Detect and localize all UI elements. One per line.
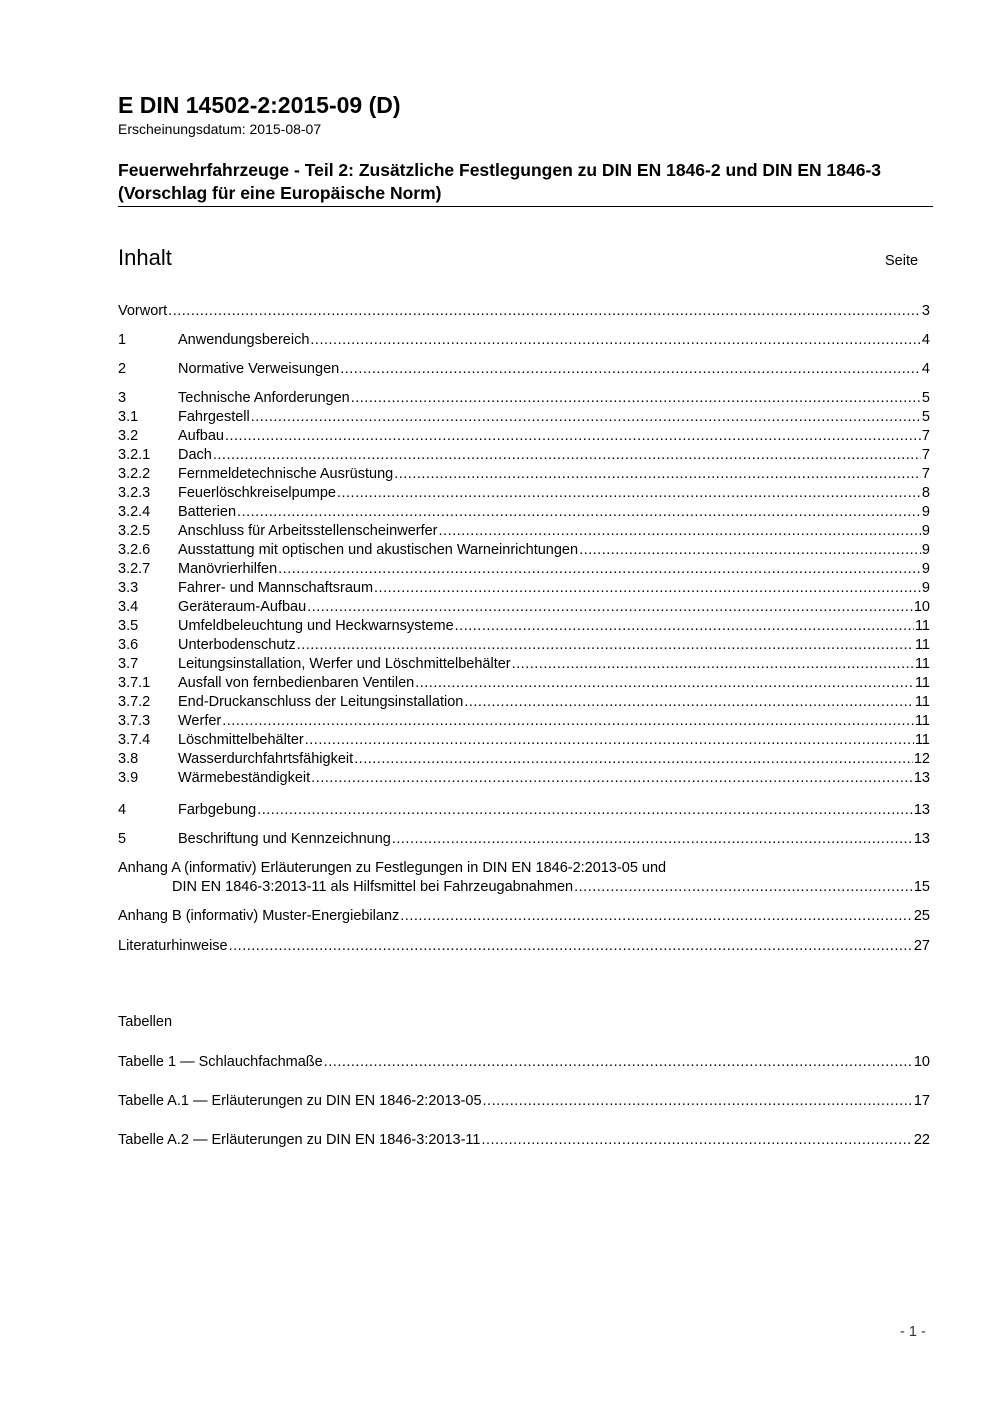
- leader-dots: [225, 427, 921, 446]
- table-entry-title: Tabelle 1 — Schlauchfachmaße: [118, 1054, 323, 1070]
- toc-entry-number: 3: [118, 390, 127, 406]
- table-entry-1[interactable]: [118, 1053, 930, 1072]
- toc-entry-title: Vorwort: [118, 303, 168, 319]
- toc-entry-title: Anhang B (informativ) Muster-Energiebilanz: [118, 908, 400, 924]
- toc-entry-3-7-3[interactable]: [118, 712, 930, 731]
- toc-entry-number: 3.2.4: [118, 504, 151, 520]
- toc-entry-page: 8: [921, 485, 930, 501]
- leader-dots: [213, 446, 921, 465]
- toc-entry-title: Werfer: [178, 713, 222, 729]
- toc-entry-page: 25: [913, 908, 930, 924]
- toc-entry-page: 7: [921, 428, 930, 444]
- toc-entry-title: Fahrgestell: [178, 409, 250, 425]
- toc-entry-number: 5: [118, 831, 127, 847]
- toc-entry-3-7-1[interactable]: [118, 674, 930, 693]
- toc-entry-number: 3.2.1: [118, 447, 151, 463]
- toc-entry-title: Unterbodenschutz: [178, 637, 296, 653]
- toc-heading: Inhalt: [118, 245, 172, 270]
- toc-entry-page: 5: [921, 409, 930, 425]
- toc-entry-number: 3.2.2: [118, 466, 151, 482]
- leader-dots: [481, 1131, 912, 1150]
- table-entry-page: 10: [913, 1054, 930, 1070]
- toc-entry-title: DIN EN 1846-3:2013-11 als Hilfsmittel bei Fahrzeugabnahmen: [172, 879, 574, 895]
- toc-entry-page: 9: [921, 580, 930, 596]
- leader-dots: [237, 503, 921, 522]
- toc-entry-title: Normative Verweisungen: [178, 361, 340, 377]
- toc-entry-page: 4: [921, 332, 930, 348]
- toc-entry-title: Feuerlöschkreiselpumpe: [178, 485, 336, 501]
- leader-dots: [324, 1053, 913, 1072]
- toc-entry-number: 3.2: [118, 428, 139, 444]
- leader-dots: [278, 560, 921, 579]
- toc-entry-3-2-3[interactable]: [118, 484, 930, 503]
- leader-dots: [512, 655, 914, 674]
- toc-entry-3-7-4[interactable]: [118, 731, 930, 750]
- leader-dots: [483, 1092, 913, 1111]
- toc-entry-3-7-2[interactable]: [118, 693, 930, 712]
- table-entry-page: 22: [913, 1132, 930, 1148]
- toc-entry-title: Dach: [178, 447, 212, 463]
- toc-entry-title: Umfeldbeleuchtung und Heckwarnsysteme: [178, 618, 454, 634]
- toc-entry-3-3[interactable]: [118, 579, 930, 598]
- leader-dots: [340, 360, 921, 379]
- toc-entry-3-8[interactable]: [118, 750, 930, 769]
- publication-date: Erscheinungsdatum: 2015-08-07: [118, 121, 322, 137]
- toc-entry-page: 13: [913, 802, 930, 818]
- tables-heading: Tabellen: [118, 1014, 173, 1030]
- leader-dots: [310, 331, 921, 350]
- toc-entry-title: End-Druckanschluss der Leitungsinstallation: [178, 694, 464, 710]
- leader-dots: [464, 693, 914, 712]
- toc-entry-number: 3.7.1: [118, 675, 151, 691]
- toc-entry-page: 4: [921, 361, 930, 377]
- leader-dots: [251, 408, 921, 427]
- page-number: - 1 -: [900, 1324, 926, 1340]
- toc-entry-page: 11: [914, 694, 930, 710]
- leader-dots: [455, 617, 914, 636]
- toc-entry-3-2[interactable]: [118, 427, 930, 446]
- toc-entry-number: 3.7.4: [118, 732, 151, 748]
- toc-entry-page: 5: [921, 390, 930, 406]
- toc-entry-page: 7: [921, 466, 930, 482]
- toc-entry-3-2-7[interactable]: [118, 560, 930, 579]
- toc-entry-title: Wasserdurchfahrtsfähigkeit: [178, 751, 354, 767]
- leader-dots: [374, 579, 921, 598]
- leader-dots: [392, 830, 913, 849]
- leader-dots: [337, 484, 921, 503]
- toc-entry-3-1[interactable]: [118, 408, 930, 427]
- toc-entry-title: Ausstattung mit optischen und akustischen Warneinrichtungen: [178, 542, 579, 558]
- toc-entry-number: 1: [118, 332, 127, 348]
- toc-entry-page: 9: [921, 542, 930, 558]
- toc-entry-page: 3: [921, 303, 930, 319]
- table-entry-a2[interactable]: [118, 1131, 930, 1150]
- table-entry-a1[interactable]: [118, 1092, 930, 1111]
- toc-entry-3-2-6[interactable]: [118, 541, 930, 560]
- toc-entry-title: Aufbau: [178, 428, 224, 444]
- toc-entry-title: Leitungsinstallation, Werfer und Löschmittelbehälter: [178, 656, 511, 672]
- toc-entry-number: 3.7: [118, 656, 139, 672]
- leader-dots: [297, 636, 914, 655]
- toc-annex-b[interactable]: [118, 907, 930, 926]
- toc-entry-title: Löschmittelbehälter: [178, 732, 304, 748]
- toc-entry-3-7[interactable]: [118, 655, 930, 674]
- toc-entry-page: 13: [913, 831, 930, 847]
- leader-dots: [354, 750, 913, 769]
- leader-dots: [439, 522, 921, 541]
- leader-dots: [311, 769, 913, 788]
- toc-entry-title: Beschriftung und Kennzeichnung: [178, 831, 391, 847]
- title-divider: [118, 206, 933, 207]
- toc-entry-page: 9: [921, 504, 930, 520]
- toc-entry-page: 12: [913, 751, 930, 767]
- toc-entry-page: 9: [921, 523, 930, 539]
- toc-entry-number: 4: [118, 802, 127, 818]
- toc-entry-title: Anwendungsbereich: [178, 332, 310, 348]
- toc-entry-4[interactable]: [118, 801, 930, 820]
- toc-entry-3-2-4[interactable]: [118, 503, 930, 522]
- toc-entry-title: Ausfall von fernbedienbaren Ventilen: [178, 675, 415, 691]
- toc-entry-title: Farbgebung: [178, 802, 257, 818]
- toc-entry-number: 3.3: [118, 580, 139, 596]
- toc-entry-page: 11: [914, 637, 930, 653]
- page-column-label: Seite: [885, 253, 919, 269]
- toc-entry-vorwort[interactable]: [118, 302, 930, 321]
- toc-entry-3-2-5[interactable]: [118, 522, 930, 541]
- toc-entry-2[interactable]: [118, 360, 930, 379]
- toc-annex-a[interactable]: [118, 878, 930, 897]
- toc-entry-3-5[interactable]: [118, 617, 930, 636]
- leader-dots: [168, 302, 921, 321]
- toc-entry-page: 13: [913, 770, 930, 786]
- toc-bibliography[interactable]: [118, 937, 930, 956]
- leader-dots: [415, 674, 914, 693]
- toc-entry-3[interactable]: [118, 389, 930, 408]
- toc-entry-number: 3.6: [118, 637, 139, 653]
- toc-entry-3-9[interactable]: [118, 769, 930, 788]
- leader-dots: [257, 801, 913, 820]
- document-subtitle: Feuerwehrfahrzeuge - Teil 2: Zusätzliche Festlegungen zu DIN EN 1846-2 und DIN EN 1846-3 (Vorschlag für eine Europäische Norm): [118, 160, 882, 203]
- leader-dots: [394, 465, 921, 484]
- toc-entry-number: 3.2.3: [118, 485, 151, 501]
- toc-entry-3-4[interactable]: [118, 598, 930, 617]
- toc-entry-number: 3.5: [118, 618, 139, 634]
- toc-entry-number: 2: [118, 361, 127, 377]
- toc-entry-page: 7: [921, 447, 930, 463]
- toc-entry-page: 11: [914, 618, 930, 634]
- toc-entry-page: 27: [913, 938, 930, 954]
- leader-dots: [574, 878, 913, 897]
- toc-entry-3-2-2[interactable]: [118, 465, 930, 484]
- toc-entry-page: 11: [914, 656, 930, 672]
- leader-dots: [400, 907, 913, 926]
- toc-entry-number: 3.8: [118, 751, 139, 767]
- toc-entry-1[interactable]: [118, 331, 930, 350]
- toc-entry-page: 11: [914, 732, 930, 748]
- toc-entry-number: 3.9: [118, 770, 139, 786]
- toc-entry-page: 10: [913, 599, 930, 615]
- toc-entry-title: Batterien: [178, 504, 237, 520]
- table-entry-title: Tabelle A.2 — Erläuterungen zu DIN EN 1846-3:2013-11: [118, 1132, 481, 1148]
- leader-dots: [229, 937, 913, 956]
- toc-entry-title: Manövrierhilfen: [178, 561, 278, 577]
- toc-entry-number: 3.4: [118, 599, 139, 615]
- toc-entry-number: 3.2.7: [118, 561, 151, 577]
- toc-entry-number: 3.2.6: [118, 542, 151, 558]
- toc-entry-title: Fernmeldetechnische Ausrüstung: [178, 466, 394, 482]
- toc-entry-page: 15: [913, 879, 930, 895]
- toc-entry-page: 9: [921, 561, 930, 577]
- toc-entry-title: Anschluss für Arbeitsstellenscheinwerfer: [178, 523, 438, 539]
- leader-dots: [307, 598, 913, 617]
- toc-entry-3-2-1[interactable]: [118, 446, 930, 465]
- toc-entry-page: 11: [914, 713, 930, 729]
- toc-entry-3-6[interactable]: [118, 636, 930, 655]
- toc-entry-title: Wärmebeständigkeit: [178, 770, 311, 786]
- toc-entry-page: 11: [914, 675, 930, 691]
- table-entry-page: 17: [913, 1093, 930, 1109]
- toc-entry-number: 3.1: [118, 409, 139, 425]
- toc-entry-5[interactable]: [118, 830, 930, 849]
- toc-entry-title: Geräteraum-Aufbau: [178, 599, 307, 615]
- leader-dots: [305, 731, 914, 750]
- toc-entry-number: 3.7.2: [118, 694, 151, 710]
- leader-dots: [351, 389, 921, 408]
- toc-entry-title: Technische Anforderungen: [178, 390, 350, 406]
- toc-entry-number: 3.7.3: [118, 713, 151, 729]
- table-entry-title: Tabelle A.1 — Erläuterungen zu DIN EN 1846-2:2013-05: [118, 1093, 482, 1109]
- toc-entry-number: 3.2.5: [118, 523, 151, 539]
- document-title: E DIN 14502-2:2015-09 (D): [118, 92, 401, 118]
- leader-dots: [579, 541, 921, 560]
- leader-dots: [222, 712, 914, 731]
- toc-entry-title: Literaturhinweise: [118, 938, 228, 954]
- toc-entry-title: Fahrer- und Mannschaftsraum: [178, 580, 374, 596]
- toc-annex-a-heading[interactable]: Anhang A (informativ) Erläuterungen zu Festlegungen in DIN EN 1846-2:2013-05 und: [118, 860, 667, 876]
